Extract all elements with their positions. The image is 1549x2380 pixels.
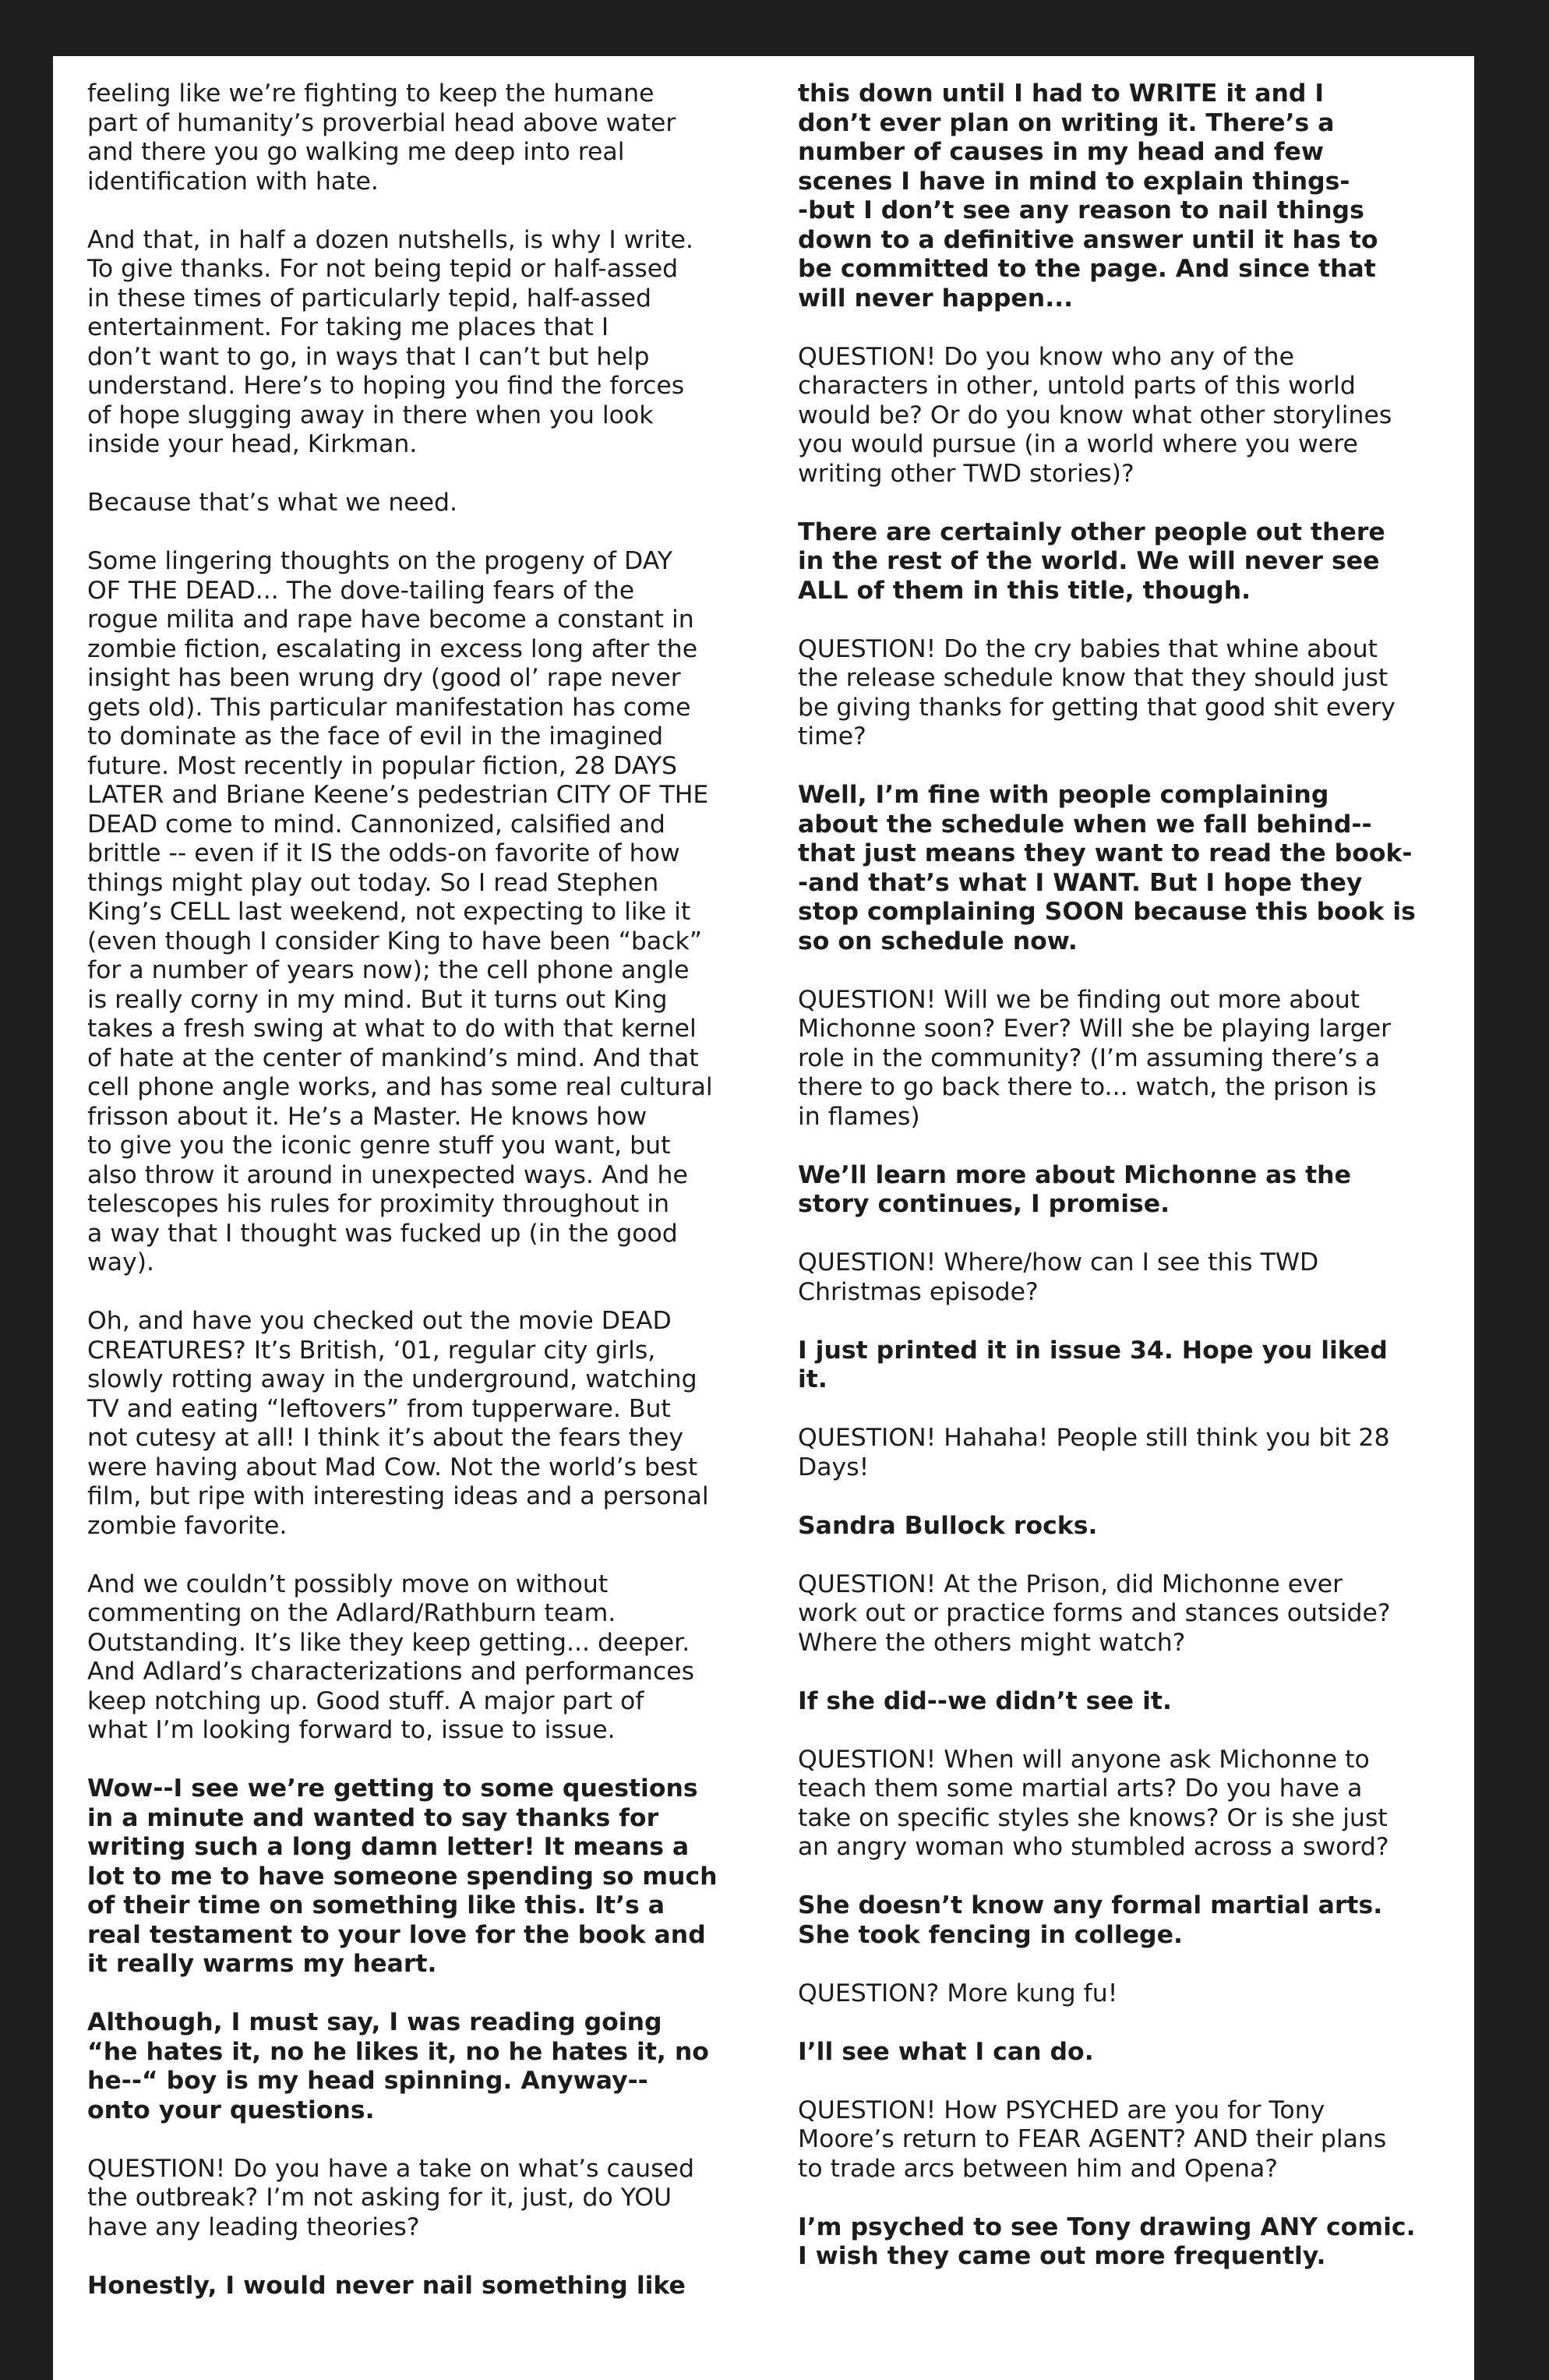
editor-reply: We’ll learn more about Michonne as the story continues, I promise.	[798, 1160, 1351, 1218]
letter-paragraph: feeling like we’re fighting to keep the humane part of humanity’s proverbial head above water and there you go walking me deep into real identification with hate.	[87, 79, 676, 196]
editor-reply: this down until I had to WRITE it and I don’t ever plan on writing it. There’s a number of causes in my head and few scenes I have in mind to explain things- -but I don’t see any reason to nail things down to a definitive answer until it has to be committed to the page. And since that will never happen...	[798, 79, 1378, 313]
editor-reply: She doesn’t know any formal martial arts. She took fencing in college.	[798, 1891, 1383, 1949]
reader-question: QUESTION! Will we be finding out more about Michonne soon? Ever? Will she be playing larger role in the community? (I’m assuming there’s a there to go back there to... watch, the prison is in flames)	[798, 985, 1392, 1131]
reader-question: QUESTION! Hahaha! People still think you bit 28 Days!	[798, 1424, 1390, 1481]
editor-reply: I’ll see what I can do.	[798, 2037, 1094, 2066]
editor-reply: Wow--I see we’re getting to some questions in a minute and wanted to say thanks for writing such a long damn letter! It means a lot to me to have someone spending so much of their time on something like this. It’s a real testament to your love for the book and it really warms my heart.	[87, 1774, 718, 1978]
editor-reply: I just printed it in issue 34. Hope you liked it.	[798, 1336, 1388, 1393]
editor-reply: Sandra Bullock rocks.	[798, 1511, 1098, 1540]
editor-reply: I’m psyched to see Tony drawing ANY comic. I wish they came out more frequently.	[798, 2212, 1416, 2270]
editor-reply: There are certainly other people out there in the rest of the world. We will never see ALL of them in this title, though.	[798, 517, 1385, 605]
editor-reply: Well, I’m fine with people complaining about the schedule when we fall behind-- that just means they want to read the book- -and that’s what I WANT. But I hope they stop complaining SOON because this book is so on schedule now.	[798, 781, 1416, 955]
editor-reply: Honestly, I would never nail something like	[87, 2271, 686, 2300]
editor-reply: If she did--we didn’t see it.	[798, 1686, 1172, 1715]
editor-reply: Although, I must say, I was reading going “he hates it, no he likes it, no he hates it, no he--“ boy is my head spinning. Anyway-- onto your questions.	[87, 2008, 709, 2124]
reader-question: QUESTION! How PSYCHED are you for Tony Moore’s return to FEAR AGENT? AND their plans to trade arcs between him and Opena?	[798, 2096, 1387, 2183]
letters-page	[53, 56, 1474, 2380]
reader-question: QUESTION! Where/how can I see this TWD Christmas episode?	[798, 1248, 1319, 1306]
letter-paragraph: Because that’s what we need.	[87, 489, 458, 517]
reader-question: QUESTION! When will anyone ask Michonne to teach them some martial arts? Do you have a take on specific styles she knows? Or is she just an angry woman who stumbled across a sword?	[798, 1745, 1389, 1861]
right-column	[798, 79, 1468, 2301]
letter-paragraph: Some lingering thoughts on the progeny of DAY OF THE DEAD... The dove-tailing fears of the rogue milita and rape have become a constant in zombie fiction, escalating in excess long after the insight has been wrung dry (good ol’ rape never gets old). This particular manifestation has come to dominate as the face of evil in the imagined future. Most recently in popular fiction, 28 DAYS LATER and Briane Keene’s pedestrian CITY OF THE DEAD come to mind. Cannonized, calsified and brittle -- even if it IS the odds-on favorite of how things might play out today. So I read Stephen King’s CELL last weekend, not expecting to like it (even though I consider King to have been “back” for a number of years now); the cell phone angle is really corny in my mind. But it turns out King takes a fresh swing at what to do with that kernel of hate at the center of mankind’s mind. And that cell phone angle works, and has some real cultural frisson about it. He’s a Master. He knows how to give you the iconic genre stuff you want, but also throw it around in unexpected ways. And he telescopes his rules for proximity throughout in a way that I thought was fucked up (in the good way).	[87, 547, 713, 1277]
left-column	[87, 79, 757, 2330]
letter-paragraph: Oh, and have you checked out the movie DEAD CREATURES? It’s British, ‘01, regular city girls, slowly rotting away in the underground, watching TV and eating “leftovers” from tupperware. But not cutesy at all! I think it’s about the fears they were having about Mad Cow. Not the world’s best film, but ripe with interesting ideas and a personal zombie favorite.	[87, 1307, 709, 1540]
letter-paragraph: And that, in half a dozen nutshells, is why I write. To give thanks. For not being tepid or half-assed in these times of particularly tepid, half-assed entertainment. For taking me places that I don’t want to go, in ways that I can’t but help understand. Here’s to hoping you find the forces of hope slugging away in there when you look inside your head, Kirkman.	[87, 225, 693, 458]
reader-question: QUESTION? More kung fu!	[798, 1979, 1118, 2007]
letter-paragraph: And we couldn’t possibly move on without commenting on the Adlard/Rathburn team. Outstanding. It’s like they keep getting... deeper. And Adlard’s characterizations and performances keep notching up. Good stuff. A major part of what I’m looking forward to, issue to issue.	[87, 1570, 695, 1744]
reader-question: QUESTION! Do you know who any of the characters in other, untold parts of this world would be? Or do you know what other storylines you would pursue (in a world where you were writing other TWD stories)?	[798, 342, 1392, 488]
reader-question: QUESTION! At the Prison, did Michonne ever work out or practice forms and stances outside? Where the others might watch?	[798, 1570, 1391, 1657]
reader-question: QUESTION! Do you have a take on what’s caused the outbreak? I’m not asking for it, just, do YOU have any leading theories?	[87, 2154, 694, 2241]
reader-question: QUESTION! Do the cry babies that whine about the release schedule know that they should just be giving thanks for getting that good shit every time?	[798, 634, 1396, 750]
